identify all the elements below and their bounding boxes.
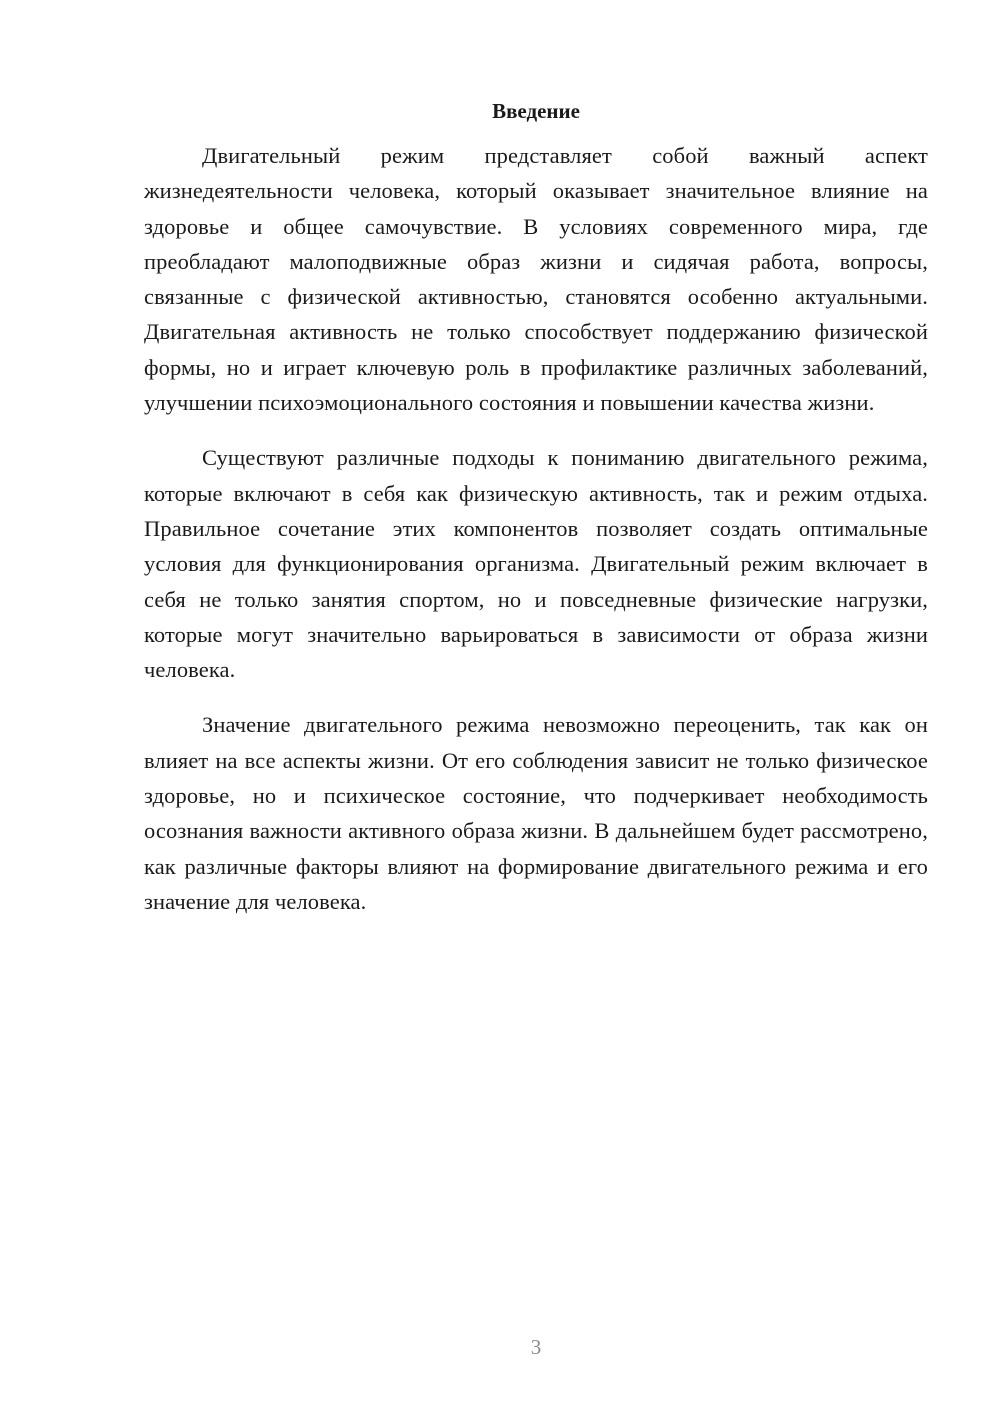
paragraph-3: Значение двигательного режима невозможно переоценить, так как он влияет на все аспекты жизни. От его соблюдения зависит не только физическое здоровье, но и психическое состояние, что подчеркивает необходимость осознания важности активного образа жизни. В дальнейшем будет рассмотрено, как различные факторы влияют на формирование двигательного режима и его значение для человека. <box>144 712 928 914</box>
paragraph-1: Двигательный режим представляет собой важный аспект жизнедеятельности человека, который оказывает значительное влияние на здоровье и общее самочувствие. В условиях современного мира, где преобладают малоподвижные образ жизни и сидячая работа, вопросы, связанные с физической активностью, становятся особенно актуальными. Двигательная активность не только способствует поддержанию физической формы, но и играет ключевую роль в профилактике различных заболеваний, улучшении психоэмоционального состояния и повышении качества жизни. <box>144 143 928 416</box>
section-title: Введение <box>492 99 580 123</box>
page-number: 3 <box>530 1335 542 1359</box>
page-content <box>144 96 928 939</box>
paragraph-2: Существуют различные подходы к пониманию двигательного режима, которые включают в себя как физическую активность, так и режим отдыха. Правильное сочетание этих компонентов позволяет создать оптимальные условия для функционирования организма. Двигательный режим включает в себя не только занятия спортом, но и повседневные физические нагрузки, которые могут значительно варьироваться в зависимости от образа жизни человека. <box>144 445 928 683</box>
